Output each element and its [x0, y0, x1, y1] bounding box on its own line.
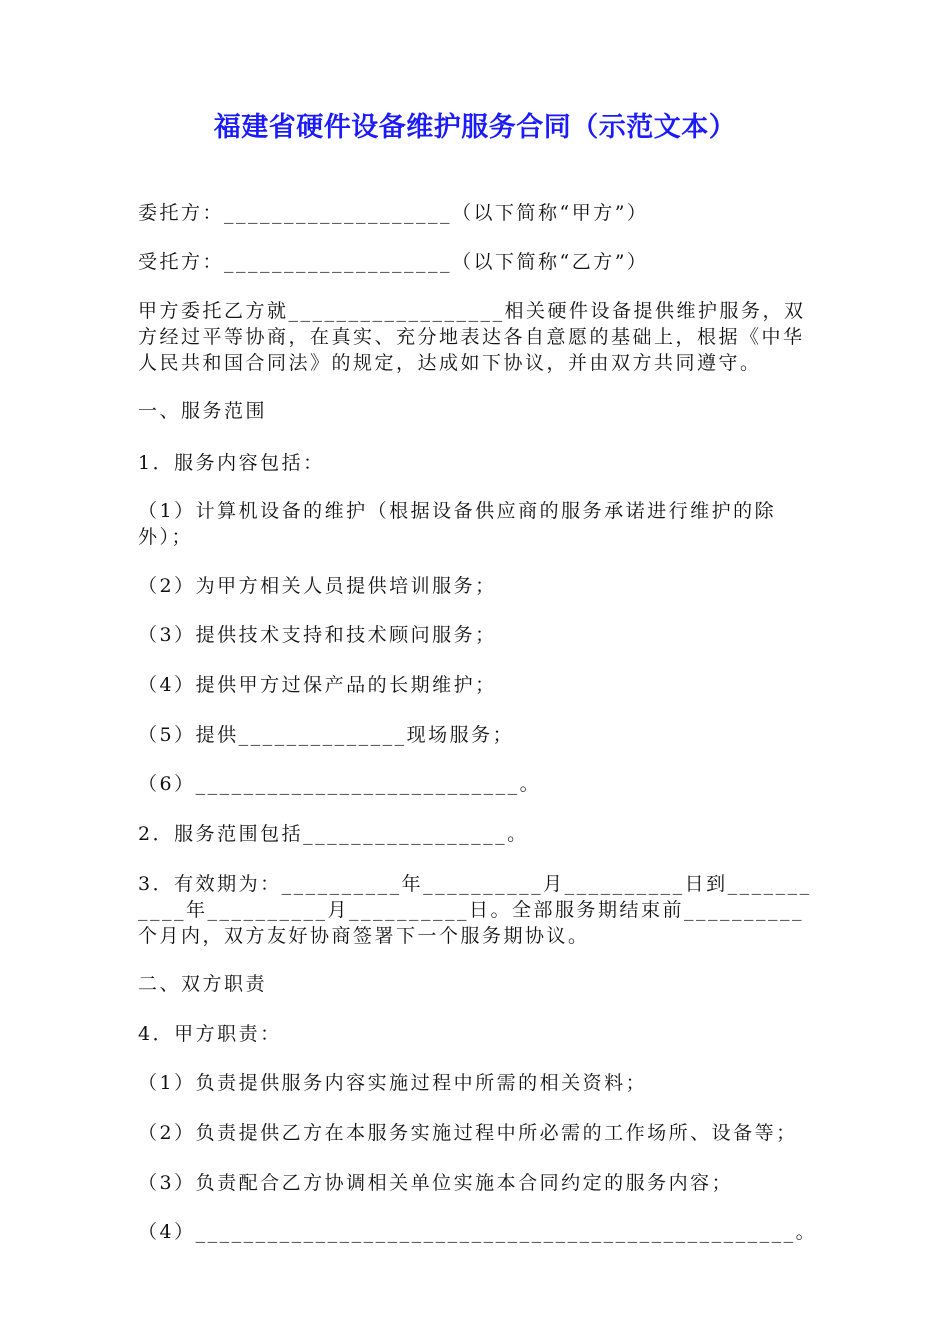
clause-3: 3．有效期为：__________年__________月__________日到___________年__________月__________日。全部服务期结束前__________个月内，双方友好协商签署下一个服务期协议。 — [138, 873, 812, 947]
clause-1-item-6: （6）___________________________。 — [138, 773, 542, 795]
document-title: 福建省硬件设备维护服务合同（示范文本） — [213, 112, 737, 143]
client-line: 委托方：___________________（以下简称“甲方”） — [138, 202, 649, 224]
clause-4-item-2: （2）负责提供乙方在本服务实施过程中所必需的工作场所、设备等； — [138, 1122, 798, 1144]
clause-4: 4．甲方职责： — [138, 1023, 282, 1045]
clause-2: 2．服务范围包括_________________。 — [138, 823, 529, 845]
clause-1: 1．服务内容包括： — [138, 452, 325, 474]
clause-4-item-3: （3）负责配合乙方协调相关单位实施本合同约定的服务内容； — [138, 1172, 734, 1194]
section-heading-service-scope: 一、服务范围 — [138, 400, 268, 422]
section-heading-responsibilities: 二、双方职责 — [138, 973, 268, 995]
clause-1-item-1: （1）计算机设备的维护（根据设备供应商的服务承诺进行维护的除外）； — [138, 500, 777, 548]
intro-paragraph: 甲方委托乙方就__________________相关硬件设备提供维护服务，双方经过平等协商，在真实、充分地表达各自意愿的基础上，根据《中华人民共和国合同法》的规定，达成如下协议，并由双方共同遵守。 — [138, 300, 806, 374]
clause-4-item-1: （1）负责提供服务内容实施过程中所需的相关资料； — [138, 1072, 648, 1094]
clause-1-item-3: （3）提供技术支持和技术顾问服务； — [138, 624, 497, 646]
clause-1-item-5: （5）提供______________现场服务； — [138, 724, 515, 746]
clause-1-item-4: （4）提供甲方过保产品的长期维护； — [138, 674, 497, 696]
contractor-line: 受托方：___________________（以下简称“乙方”） — [138, 251, 649, 273]
clause-1-item-2: （2）为甲方相关人员提供培训服务； — [138, 575, 497, 597]
clause-4-item-4: （4）__________________________________________________。 — [138, 1221, 818, 1243]
